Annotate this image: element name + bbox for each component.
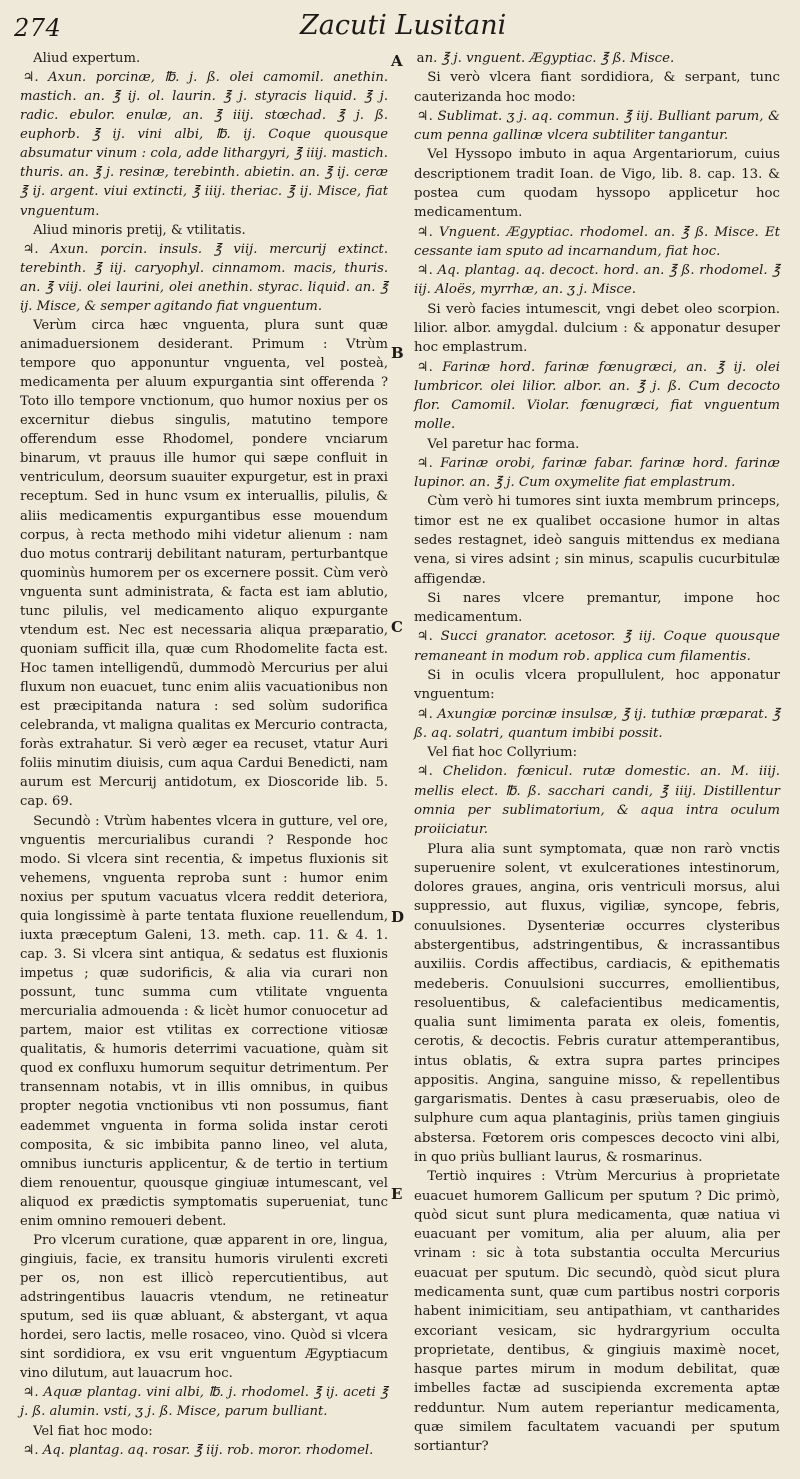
left-paragraph: Pro vlcerum curatione, quæ apparent in ore, lingua, gingiuis, facie, ex transitu humoris virulenti excreti per os, non est illicò repercutientibus, aut adstringentibus lauacris vtendum, ne retineatur sputum, sed iis quæ abluant, & abstergant, vt aqua hordei, sero lactis, melle rosaceo, vino. Quòd si vlcera sint sordidiora, ex vsu erit vnguentum Ægyptiacum vino dilutum, aut lauacrum hoc.: [20, 1232, 388, 1382]
left-paragraph: Aliud minoris pretij, & vtilitatis.: [33, 222, 246, 238]
left-recipe: ♃. Aquæ plantag. vini albi, ℔. j. rhodomel. ℥ ij. aceti ℥ j. ß. alumin. vsti, ʒ j. ß. Misce, parum bulliant.: [20, 1385, 388, 1420]
margin-letter-d: D: [391, 908, 405, 926]
page-header: [0, 0, 800, 44]
left-recipe: ♃. Axun. porcinæ, ℔. j. ß. olei camomil. anethin. mastich. an. ℥ ij. ol. laurin. ℥ j. styracis liquid. ℥ j. radic. ebulor. enulæ, an. ℥ iiij. stœchad. ℥ j. ß. euphorb. ℥ ij. vini albi, ℔. ij. Coque quousque absumatur vinum : cola, adde lithargyri, ℥ iiij. mastich. thuris. an. ℥ j. resinæ, terebinth. abietin. an. ℥ ij. ceræ ℥ ij. argent. viui extincti, ℥ iiij. theriac. ℥ ij. Misce, fiat vnguentum.: [20, 70, 388, 219]
right-recipe: ♃. Axungiæ porcinæ insulsæ, ℥ ij. tuthiæ præparat. ℥ ß. aq. solatri, quantum imbibi possit.: [414, 706, 780, 741]
right-paragraph: Si in oculis vlcera propullulent, hoc apponatur vnguentum:: [414, 668, 780, 703]
left-paragraph: Vel fiat hoc modo:: [33, 1423, 153, 1439]
left-recipe: ♃. Aq. plantag. aq. rosar. ℥ iij. rob. moror. rhodomel.: [22, 1442, 374, 1458]
right-recipe: ♃. Farinæ hord. farinæ fœnugræci, an. ℥ ij. olei lumbricor. olei lilior. albor. an. ℥ j. ß. Cum decocto flor. Camomil. Violar. fœnugræci, fiat vnguentum molle.: [414, 359, 780, 433]
margin-letter-c: C: [391, 618, 403, 636]
right-paragraph: Vel Hyssopo imbuto in aqua Argentariorum, cuius descriptionem tradit Ioan. de Vigo, lib. 8. cap. 13. & postea cum quodam hyssopo applicetur hoc medicamentum.: [414, 147, 780, 221]
left-paragraph: Verùm circa hæc vnguenta, plura sunt quæ animaduersionem desiderant. Primum : Vtrùm tempore quo apponuntur vnguenta, vel posteà, medicamenta per aluum expurgantia sint offerenda ? Toto illo tempore vnctionum, quo humor noxius per os excernitur diebus singulis, matutino tempore offerendum esse Rhodomel, pondere vnciarum binarum, vt prauus ille humor qui sæpe confluit in ventriculum, deorsum suauiter expurgetur, est in praxi receptum. Sed in hunc vsum ex interuallis, pilulis, & aliis medicamentis expurgantibus esse mouendum corpus, à recta methodo mihi videtur alienum : nam duo motus contrarij debilitant naturam, perturbantque quominùs humorem per os excernere possit. Cùm verò vnguenta sunt administrata, & facta est iam ablutio, tunc pilulis, vel medicamento aliquo expurgante vtendum est. Nec est necessaria aliqua præparatio, quoniam sufficit illa, quæ cum Rhodomelite facta est. Hoc tamen intelligendũ, dummodò Mercurius per alui fluxum non euacuet, tunc enim aliis vacuationibus non est præcipitanda natura : sed solùm sudorifica celebranda, vt maligna qualitas ex Mercurio contracta, foràs extrahatur. Si verò æger ea recuset, vtatur Auri foliis minutim diuisis, cum aqua Cardui Benedicti, nam aurum est Mercurij antidotum, ex Dioscoride lib. 5. cap. 69.: [20, 317, 388, 810]
right-recipe: ♃. Succi granator. acetosor. ℥ iij. Coque quousque remaneant in modum rob. applica cum filamentis.: [414, 629, 780, 664]
right-paragraph: Si verò facies intumescit, vngi debet oleo scorpion. lilior. albor. amygdal. dulcium : & apponatur desuper hoc emplastrum.: [414, 301, 780, 356]
right-text-column: [414, 49, 780, 1457]
right-recipe: ♃. Vnguent. Ægyptiac. rhodomel. an. ℥ ß. Misce. Et cessante iam sputo ad incarnandum, fiat hoc.: [414, 224, 780, 259]
right-paragraph: Plura alia sunt symptomata, quæ non rarò vnctis superuenire solent, vt exulcerationes intestinorum, dolores graues, angina, oris ventriculi morsus, alui suppressio, aut fluxus, vigiliæ, syncope, febris, conuulsiones. Dysenteriæ occurres clysteribus abstergentibus, adstringentibus, & incrassantibus auxiliis. Cordis affectibus, cardiacis, & epithematis medeberis. Conuulsioni succurres, emollientibus, resoluentibus, & calefacientibus medicamentis, qualia sunt limimenta parata ex oleis, fomentis, cerotis, & decoctis. Febris curatur attemperantibus, intus oblatis, & extra supra partes principes appositis. Angina, sanguine misso, & repellentibus gargarismatis. Dentes à casu præseruabis, oleo de sulphure cum aqua plantaginis, priùs tamen gingiuis abstersa. Fœtorem oris compesces decocto vini albi, in quo priùs bulliant laurus, & rosmarinus.: [414, 841, 780, 1166]
right-recipe: an. ℥ j. vnguent. Ægyptiac. ℥ ß. Misce.: [416, 51, 675, 66]
right-paragraph: Vel fiat hoc Collyrium:: [427, 745, 578, 761]
left-paragraph: Secundò : Vtrùm habentes vlcera in gutture, vel ore, vnguentis mercurialibus curandi ? Responde hoc modo. Si vlcera sint recentia, & impetus fluxionis sit vehemens, vnguenta reproba sunt : humor enim noxius per sputum vacuatus vlcera reddit deteriora, quia longissimè à parte tentata fluxione reuellendum, iuxta præceptum Galeni, 13. meth. cap. 11. & 4. 1. cap. 3. Si vlcera sint antiqua, & sedatus est fluxionis impetus ; quæ sudorificis, & alia via curari non possunt, tunc summa cum vtilitate vnguenta mercurialia admouenda : & licèt humor conuocetur ad partem, maior est vtilitas ex correctione vitiosæ qualitatis, & humoris deterrimi vacuatione, quàm sit quod ex confluxu humorum sequitur detrimentum. Per transennam notabis, vt in illis omnibus, in quibus propter negotia vnctionibus vti non possumus, fiant eademmet vnguenta in forma solida instar ceroti composita, & sic imbibita panno lineo, vel aluta, omnibus iuncturis applicentur, & de tertio in tertium diem renouentur, quousque gingiuæ intumescant, vel aliquod ex prædictis symptomatis superueniat, tunc enim omnino remoueri debent.: [20, 813, 388, 1229]
right-recipe: ♃. Aq. plantag. aq. decoct. hord. an. ℥ ß. rhodomel. ℥ iij. Aloës, myrrhæ, an. ʒ j. Misce.: [414, 263, 780, 298]
left-paragraph: Aliud expertum.: [33, 51, 141, 66]
left-recipe: ♃. Axun. porcin. insuls. ℥ viij. mercurij extinct. terebinth. ℥ iij. caryophyl. cinnamom. macis, thuris. an. ℥ viij. olei laurini, olei anethin. styrac. liquid. an. ℥ ij. Misce, & semper agitando fiat vnguentum.: [20, 241, 388, 314]
right-recipe: ♃. Farinæ orobi, farinæ fabar. farinæ hord. farinæ lupinor. an. ℥ j. Cum oxymelite fiat emplastrum.: [414, 455, 780, 491]
margin-letter-a: A: [391, 52, 403, 70]
right-recipe: ♃. Sublimat. ʒ j. aq. commun. ℥ iij. Bulliant parum, & cum penna gallinæ vlcera subtiliter tangantur.: [414, 108, 780, 144]
right-paragraph: Cùm verò hi tumores sint iuxta membrum princeps, timor est ne ex qualibet occasione humor in altas sedes restagnet, ideò sanguis mittendus ex mediana vena, si vires adsint ; sin minus, scapulis cucurbitulæ affigendæ.: [414, 494, 780, 587]
margin-letter-e: E: [391, 1185, 403, 1203]
right-paragraph: Tertiò inquires : Vtrùm Mercurius à proprietate euacuet humorem Gallicum per sputum ? Dic primò, quòd sicut sunt plura medicamenta, quæ natiua vi euacuant per vomitum, alia per aluum, alia per vrinam : sic à tota substantia occulta Mercurius euacuat per sputum. Dic secundò, quòd sicut plura medicamenta sunt, quæ cum partibus nostri corporis habent inimicitiam, seu antipathiam, vt cantharides excoriant vesicam, sic hydrargyrium occulta proprietate, dentibus, & gingiuis maximè nocet, hasque partes mirum in modum debilitat, quæ imbelles factæ ad suscipienda excrementa aptæ redduntur. Num autem reperiantur medicamenta, quæ similem facultatem vacuandi per sputum sortiantur?: [414, 1169, 780, 1455]
right-paragraph: Si verò vlcera fiant sordidiora, & serpant, tunc cauterizanda hoc modo:: [414, 70, 780, 105]
right-recipe: ♃. Chelidon. fœnicul. rutæ domestic. an. M. iiij. mellis elect. ℔. ß. sacchari candi, ℥ iiij. Distillentur omnia per sublimatorium, & aqua intra oculum proiiciatur.: [414, 764, 780, 838]
left-text-column: [20, 49, 388, 1460]
right-paragraph: Vel paretur hac forma.: [427, 436, 580, 452]
right-paragraph: Si nares vlcere premantur, impone hoc medicamentum.: [414, 590, 780, 626]
margin-letter-b: B: [391, 344, 404, 362]
page-number: 274: [14, 14, 62, 42]
running-title: Zacuti Lusitani: [300, 10, 507, 41]
